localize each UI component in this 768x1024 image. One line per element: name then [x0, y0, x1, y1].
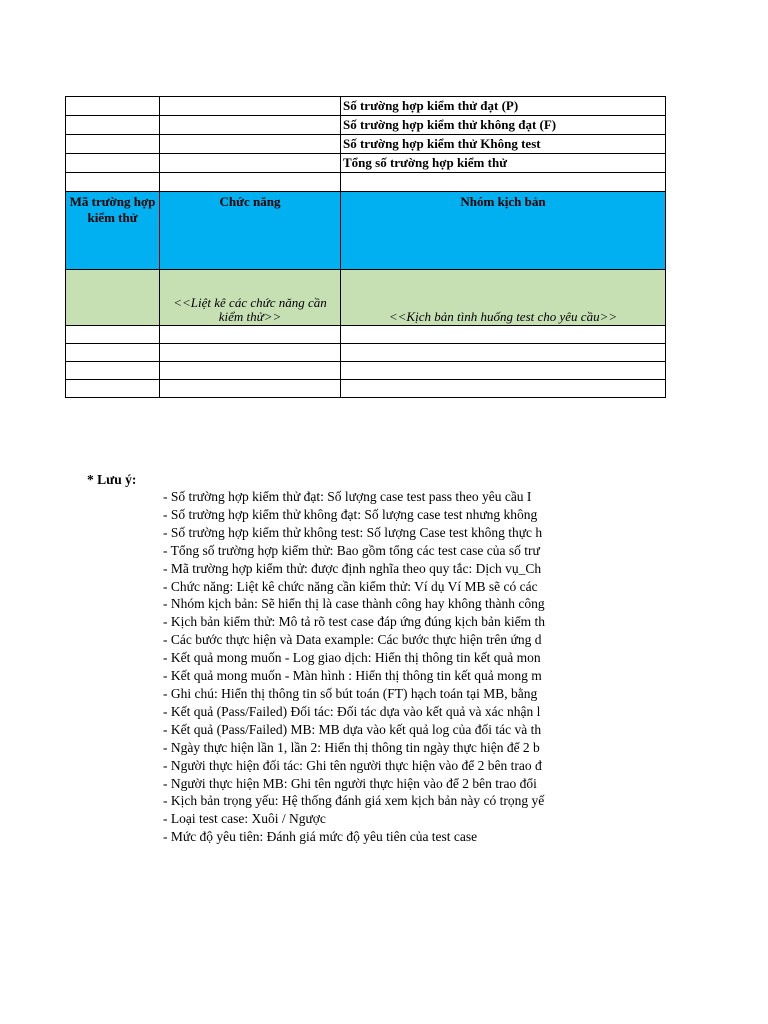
notes-list — [163, 488, 545, 846]
note-item: - Người thực hiện đối tác: Ghi tên người thực hiện vào để 2 bên trao đ — [163, 757, 542, 773]
note-item: - Kết quả mong muốn - Màn hình : Hiển thị thông tin kết quả mong m — [163, 668, 542, 684]
note-item: - Số trường hợp kiểm thử đạt: Số lượng case test pass theo yêu cầu I — [163, 489, 532, 504]
note-item: - Kịch bản trọng yếu: Hệ thống đánh giá xem kịch bản này có trọng yế — [163, 793, 545, 809]
note-item: - Ngày thực hiện lần 1, lần 2: Hiển thị thông tin ngày thực hiện để 2 b — [163, 739, 540, 755]
note-item: - Các bước thực hiện và Data example: Các bước thực hiện trên ứng d — [163, 632, 542, 648]
note-item: - Kết quả (Pass/Failed) MB: MB dựa vào kết quả log của đối tác và th — [163, 721, 542, 737]
header-scenario-group[interactable]: Nhóm kịch bản — [341, 192, 666, 270]
total-count-label[interactable]: Tổng số trường hợp kiểm thử — [341, 154, 666, 173]
header-test-case-id[interactable]: Mã trường hợp kiểm thử — [66, 192, 160, 270]
fail-count-label[interactable]: Số trường hợp kiểm thử không đạt (F) — [341, 116, 666, 135]
note-item: - Tổng số trường hợp kiểm thử: Bao gồm tổng các test case của số trư — [163, 542, 540, 558]
note-item: - Mã trường hợp kiểm thử: được định nghĩa theo quy tắc: Dịch vụ_Ch — [163, 560, 542, 576]
note-item: - Số trường hợp kiểm thử không test: Số lượng Case test không thực h — [163, 524, 543, 540]
untested-count-label[interactable]: Số trường hợp kiểm thử Không test — [341, 135, 666, 154]
example-scenario-hint[interactable]: <<Kịch bản tình huống test cho yêu cầu>> — [341, 270, 666, 326]
note-item: - Mức độ yêu tiên: Đánh giá mức độ yêu tiên của test case — [163, 829, 478, 845]
note-item: - Số trường hợp kiểm thử không đạt: Số lượng case test nhưng không — [163, 506, 538, 522]
note-item: - Chức năng: Liệt kê chức năng cần kiểm thử: Ví dụ Ví MB sẽ có các — [163, 578, 538, 594]
note-item: - Người thực hiện MB: Ghi tên người thực hiện vào để 2 bên trao đổi — [163, 775, 537, 791]
note-item: - Nhóm kịch bản: Sẽ hiển thị là case thành công hay không thành công — [163, 596, 545, 612]
note-item: - Kết quả mong muốn - Log giao dịch: Hiển thị thông tin kết quả mon — [163, 650, 541, 666]
header-function[interactable]: Chức năng — [160, 192, 341, 270]
note-item: - Kịch bản kiểm thử: Mô tả rõ test case đáp ứng đúng kịch bản kiểm th — [163, 614, 546, 630]
example-function-hint[interactable]: <<Liệt kê các chức năng cần kiểm thử>> — [160, 270, 341, 326]
note-item: - Ghi chú: Hiển thị thông tin số bút toán (FT) hạch toán tại MB, bằng — [163, 685, 538, 701]
notes-title: * Lưu ý: — [87, 472, 137, 487]
note-item: - Loại test case: Xuôi / Ngược — [163, 811, 326, 827]
pass-count-label[interactable]: Số trường hợp kiểm thử đạt (P) — [341, 97, 666, 116]
note-item: - Kết quả (Pass/Failed) Đối tác: Đối tác dựa vào kết quả và xác nhận l — [163, 703, 541, 719]
